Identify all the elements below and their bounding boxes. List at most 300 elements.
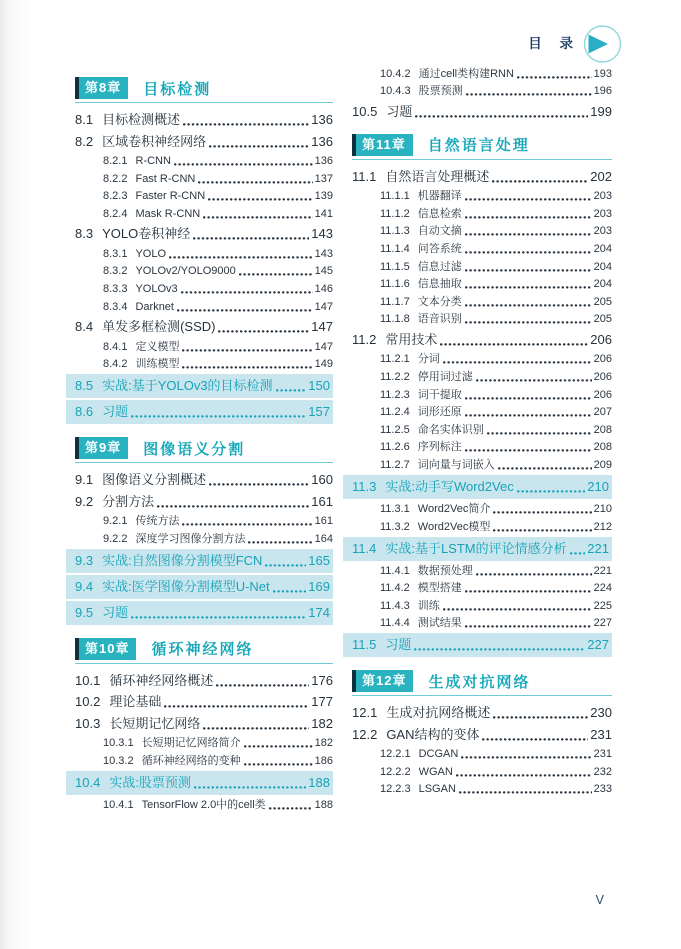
toc-entry: [66, 374, 333, 398]
toc-entry: [380, 781, 612, 797]
entry-page: 221: [593, 564, 612, 577]
entry-number: 8.3: [75, 226, 94, 242]
dot-leader: [182, 349, 312, 352]
toc-entry: [380, 83, 612, 99]
toc-entry: [75, 317, 333, 336]
toc-entry: [103, 246, 333, 262]
toc-entry: [66, 575, 333, 599]
entry-page: 161: [314, 515, 333, 528]
toc-entry: [380, 580, 612, 596]
dot-leader: [461, 756, 591, 759]
toc-entry: [103, 153, 333, 169]
entry-label: TensorFlow 2.0中的cell类: [141, 798, 266, 811]
entry-page: 199: [590, 103, 612, 119]
entry-page: 146: [314, 282, 333, 295]
entry-number: 11.4.4: [380, 617, 410, 630]
entry-number: 11.4.3: [380, 599, 410, 612]
entry-number: 12.1: [352, 705, 378, 721]
entry-label: 停用词过滤: [417, 370, 473, 383]
dot-leader: [440, 343, 588, 346]
toc-entry: [75, 692, 333, 711]
toc-entry: [380, 563, 612, 579]
dot-leader: [493, 716, 588, 719]
toc-entry: [75, 224, 333, 243]
dot-leader: [131, 415, 306, 418]
toc-entry: [103, 188, 333, 204]
entry-page: 186: [314, 754, 333, 767]
dot-leader: [476, 379, 592, 382]
entry-label: R-CNN: [135, 155, 171, 167]
toc-entry: [380, 241, 612, 257]
dot-leader: [465, 251, 592, 254]
entry-label: Fast R-CNN: [135, 172, 196, 185]
entry-page: 231: [593, 748, 612, 761]
toc-entry: [380, 598, 612, 614]
toc-entry: [380, 188, 612, 204]
toc-body: [75, 64, 612, 814]
toc-entry: [380, 501, 612, 517]
dot-leader: [239, 273, 313, 276]
entry-page: 177: [311, 694, 333, 710]
dot-leader: [414, 648, 585, 651]
dot-leader: [465, 216, 592, 219]
toc-entry: [380, 223, 612, 239]
entry-label: 模型搭建: [417, 582, 462, 595]
toc-entry: [75, 470, 333, 489]
toc-entry: [103, 263, 333, 279]
dot-leader: [174, 163, 313, 166]
toc-entry: [352, 167, 612, 186]
page-header: [528, 24, 622, 64]
entry-page: 202: [590, 168, 612, 184]
entry-label: Word2Vec模型: [417, 520, 491, 533]
entry-label: 实战:动手写Word2Vec: [385, 478, 514, 494]
toc-entry: [352, 725, 612, 744]
toc-entry: [75, 132, 333, 151]
entry-page: 188: [314, 798, 333, 811]
dot-leader: [570, 552, 586, 555]
page-edge-shade: [0, 0, 34, 949]
dot-leader: [465, 304, 592, 307]
dot-leader: [465, 269, 592, 272]
entry-page: 182: [311, 715, 333, 731]
entry-label: Darknet: [135, 300, 174, 313]
entry-number: 12.2.2: [380, 765, 411, 778]
entry-number: 8.3.1: [103, 247, 128, 260]
entry-page: 207: [593, 406, 612, 419]
toc-entry: [380, 276, 612, 292]
entry-label: 分词: [417, 353, 440, 366]
dot-leader: [182, 366, 312, 369]
toc-entry: [103, 531, 333, 547]
entry-number: 8.2: [75, 133, 94, 149]
dot-leader: [482, 738, 588, 741]
entry-label: 通过cell类构建RNN: [418, 67, 514, 80]
entry-number: 11.2.1: [380, 353, 410, 366]
entry-page: 204: [593, 278, 612, 291]
dot-leader: [493, 511, 591, 514]
toc-entry: [380, 294, 612, 310]
entry-label: 实战:基于YOLOv3的目标检测: [102, 378, 273, 394]
entry-page: 203: [593, 190, 612, 203]
toc-entry: [343, 537, 612, 561]
entry-page: 136: [311, 112, 333, 127]
entry-label: 常用技术: [385, 331, 438, 347]
entry-page: 143: [314, 247, 333, 260]
entry-number: 12.2.1: [380, 748, 411, 761]
toc-entry: [380, 66, 612, 82]
entry-page: 150: [308, 378, 330, 394]
toc-entry: [380, 311, 612, 327]
dot-leader: [157, 505, 309, 508]
entry-number: 11.2: [352, 331, 377, 347]
entry-number: 8.6: [75, 404, 94, 420]
entry-label: 图像语义分割概述: [102, 472, 207, 488]
dot-leader: [465, 233, 592, 236]
entry-page: 225: [593, 599, 612, 612]
chapter-badge: 第12章: [352, 670, 413, 692]
entry-page: 161: [311, 493, 333, 509]
entry-label: 股票预测: [418, 85, 463, 98]
entry-label: 实战:基于LSTM的评论情感分析: [385, 540, 567, 556]
entry-number: 10.4.2: [380, 67, 411, 80]
entry-label: 文本分类: [417, 295, 462, 308]
toc-entry: [380, 387, 612, 403]
entry-label: YOLOv2/YOLO9000: [135, 265, 236, 278]
dot-leader: [169, 256, 313, 259]
toc-entry: [380, 764, 612, 780]
entry-label: 深度学习图像分割方法: [135, 532, 246, 545]
entry-number: 11.4: [352, 540, 377, 556]
dot-leader: [198, 181, 312, 184]
entry-page: 210: [593, 502, 612, 515]
entry-number: 11.2.5: [380, 423, 410, 436]
dot-leader: [493, 529, 591, 532]
chapter-heading: [352, 134, 612, 160]
entry-page: 206: [593, 353, 612, 366]
entry-number: 11.5: [352, 637, 377, 653]
dot-leader: [459, 791, 592, 794]
entry-label: 分割方法: [102, 493, 155, 509]
entry-label: 信息检索: [417, 207, 462, 220]
entry-number: 11.1.5: [380, 260, 410, 273]
entry-page: 204: [593, 260, 612, 273]
dot-leader: [203, 216, 312, 219]
toc-entry: [75, 492, 333, 511]
entry-label: 单发多框检测(SSD): [102, 319, 216, 335]
entry-page: 209: [593, 458, 612, 471]
entry-label: 实战:自然图像分割模型FCN: [102, 552, 263, 568]
entry-number: 10.3.1: [103, 737, 134, 750]
toc-entry: [380, 206, 612, 222]
entry-number: 8.1: [75, 112, 94, 127]
dot-leader: [517, 76, 592, 79]
entry-label: LSGAN: [418, 783, 456, 796]
dot-leader: [465, 397, 592, 400]
dot-leader: [276, 389, 307, 392]
toc-entry: [352, 102, 612, 121]
entry-number: 10.2: [75, 694, 101, 710]
entry-label: 区域卷积神经网络: [102, 133, 207, 149]
chapter-heading: [75, 437, 333, 463]
chapter-heading: [75, 638, 333, 664]
entry-page: 136: [311, 133, 333, 149]
entry-label: 机器翻译: [417, 190, 462, 203]
entry-label: 自动文摘: [417, 225, 462, 238]
entry-page: 147: [311, 319, 333, 335]
entry-page: 141: [314, 207, 333, 220]
entry-label: 习题: [385, 637, 412, 653]
dot-leader: [209, 145, 309, 148]
entry-number: 11.4.1: [380, 564, 410, 577]
chapter-badge: 第10章: [75, 638, 136, 660]
dot-leader: [216, 684, 309, 687]
entry-page: 196: [593, 85, 612, 98]
entry-number: 11.4.2: [380, 582, 410, 595]
entry-number: 8.2.1: [103, 155, 128, 167]
entry-page: 230: [590, 705, 612, 721]
toc-entry: [103, 206, 333, 222]
chapter-heading: [75, 77, 333, 103]
entry-page: 143: [311, 226, 333, 242]
entry-page: 208: [593, 441, 612, 454]
chapter-badge: 第8章: [75, 77, 128, 99]
entry-page: 188: [308, 774, 330, 790]
entry-label: Faster R-CNN: [135, 190, 206, 203]
entry-number: 11.2.6: [380, 441, 410, 454]
entry-page: 160: [311, 472, 333, 488]
entry-number: 11.1.4: [380, 242, 410, 255]
entry-page: 147: [314, 300, 333, 313]
dot-leader: [498, 467, 592, 470]
entry-page: 137: [314, 172, 333, 185]
entry-label: 语音识别: [417, 313, 462, 326]
entry-number: 10.4.3: [380, 85, 411, 98]
entry-number: 10.4.1: [103, 798, 134, 811]
entry-label: 训练模型: [135, 358, 180, 371]
entry-page: 203: [593, 225, 612, 238]
entry-number: 11.3.1: [380, 502, 410, 515]
entry-label: WGAN: [418, 765, 453, 778]
entry-label: 实战:医学图像分割模型U-Net: [102, 578, 270, 594]
dot-leader: [181, 291, 313, 294]
entry-number: 10.3: [75, 715, 101, 731]
entry-label: 习题: [102, 404, 129, 420]
dot-leader: [466, 93, 592, 96]
entry-number: 8.3.2: [103, 265, 128, 278]
toc-entry: [103, 513, 333, 529]
entry-page: 164: [314, 532, 333, 545]
toc-entry: [103, 171, 333, 187]
toc-entry: [380, 369, 612, 385]
entry-number: 11.2.3: [380, 388, 410, 401]
toc-entry: [75, 714, 333, 733]
dot-leader: [177, 309, 313, 312]
entry-label: 习题: [386, 103, 413, 119]
entry-label: 自然语言处理概述: [385, 168, 490, 184]
entry-page: 232: [593, 765, 612, 778]
dot-leader: [209, 483, 309, 486]
entry-label: 循环神经网络概述: [109, 672, 214, 688]
toc-entry: [380, 351, 612, 367]
entry-label: 目标检测概述: [102, 112, 181, 127]
dot-leader: [248, 541, 312, 544]
entry-number: 10.1: [75, 672, 101, 688]
toc-entry: [380, 746, 612, 762]
toc-entry: [103, 753, 333, 769]
toc-entry: [103, 281, 333, 297]
chapter-title: 自然语言处理: [427, 137, 530, 155]
entry-page: 147: [314, 340, 333, 353]
dot-leader: [476, 573, 592, 576]
toc-entry: [380, 439, 612, 455]
dot-leader: [465, 590, 592, 593]
dot-leader: [164, 705, 309, 708]
entry-page: 149: [314, 358, 333, 371]
toc-entry: [343, 475, 612, 499]
toc-entry: [75, 110, 333, 129]
entry-page: 176: [311, 672, 333, 688]
entry-label: 传统方法: [135, 515, 180, 528]
dot-leader: [182, 523, 312, 526]
entry-page: 206: [590, 331, 612, 347]
entry-number: 9.5: [75, 604, 94, 620]
toc-entry: [380, 404, 612, 420]
toc-entry: [103, 299, 333, 315]
toc-entry: [380, 457, 612, 473]
dot-leader: [517, 490, 586, 493]
entry-label: 长短期记忆网络简介: [141, 737, 241, 750]
toc-entry: [66, 400, 333, 424]
dot-leader: [465, 198, 592, 201]
entry-label: 测试结果: [417, 617, 462, 630]
entry-number: 11.2.2: [380, 370, 410, 383]
dot-leader: [203, 727, 309, 730]
entry-page: 203: [593, 207, 612, 220]
entry-number: 11.2.7: [380, 458, 410, 471]
entry-number: 8.4.1: [103, 340, 128, 353]
entry-label: 理论基础: [109, 694, 162, 710]
folio-page-number: V: [595, 893, 605, 907]
entry-page: 205: [593, 295, 612, 308]
entry-label: YOLO卷积神经: [102, 226, 191, 242]
chapter-title: 循环神经网络: [151, 641, 254, 659]
dot-leader: [456, 774, 592, 777]
entry-label: 问答系统: [417, 242, 462, 255]
dot-leader: [218, 330, 309, 333]
dot-leader: [265, 564, 306, 567]
toc-header-title: 目 录: [528, 36, 580, 51]
dot-leader: [465, 286, 592, 289]
chapter-badge: 第11章: [352, 134, 413, 156]
entry-label: 习题: [102, 604, 129, 620]
dot-leader: [194, 786, 306, 789]
toc-entry: [103, 735, 333, 751]
entry-label: DCGAN: [418, 748, 459, 761]
entry-number: 8.3.3: [103, 282, 128, 295]
entry-label: 信息过滤: [417, 260, 462, 273]
dot-leader: [465, 414, 592, 417]
entry-page: 157: [308, 404, 330, 420]
entry-page: 221: [587, 540, 609, 556]
dot-leader: [131, 616, 306, 619]
entry-number: 9.2.1: [103, 515, 128, 528]
entry-label: Word2Vec简介: [417, 502, 491, 515]
entry-page: 182: [314, 737, 333, 750]
entry-label: 序列标注: [417, 441, 462, 454]
dot-leader: [244, 763, 313, 766]
toc-entry: [352, 703, 612, 722]
entry-label: YOLO: [135, 247, 167, 260]
entry-number: 11.1.1: [380, 190, 410, 203]
dot-leader: [269, 807, 313, 810]
entry-number: 8.2.2: [103, 172, 128, 185]
entry-number: 8.2.3: [103, 190, 128, 203]
entry-number: 12.2: [352, 726, 378, 742]
entry-label: GAN结构的变体: [386, 726, 480, 742]
dot-leader: [492, 180, 588, 183]
entry-number: 8.5: [75, 378, 94, 394]
entry-page: 145: [314, 265, 333, 278]
entry-number: 9.3: [75, 552, 94, 568]
entry-page: 174: [308, 604, 330, 620]
dot-leader: [465, 449, 592, 452]
entry-label: 信息抽取: [417, 278, 462, 291]
entry-number: 11.1.6: [380, 278, 410, 291]
entry-page: 139: [314, 190, 333, 203]
dot-leader: [273, 590, 307, 593]
entry-page: 227: [587, 637, 609, 653]
entry-number: 11.1.8: [380, 313, 410, 326]
entry-number: 11.1.3: [380, 225, 410, 238]
entry-page: 227: [593, 617, 612, 630]
entry-label: 命名实体识别: [417, 423, 484, 436]
dot-leader: [208, 198, 313, 201]
entry-number: 8.2.4: [103, 207, 128, 220]
toc-entry: [66, 549, 333, 573]
entry-number: 9.4: [75, 578, 94, 594]
entry-page: 165: [308, 552, 330, 568]
toc-entry: [343, 633, 612, 657]
entry-number: 11.1: [352, 168, 377, 184]
toc-entry: [66, 771, 333, 795]
entry-number: 9.1: [75, 472, 94, 488]
entry-label: 生成对抗网络概述: [386, 705, 491, 721]
entry-label: 词向量与词嵌入: [417, 458, 495, 471]
entry-page: 169: [308, 578, 330, 594]
entry-number: 11.3: [352, 478, 377, 494]
entry-label: 实战:股票预测: [109, 774, 191, 790]
entry-page: 233: [593, 783, 612, 796]
play-circle-icon: [582, 24, 622, 64]
toc-column-left: [75, 64, 333, 814]
dot-leader: [465, 625, 592, 628]
chapter-title: 生成对抗网络: [428, 673, 531, 691]
entry-label: 长短期记忆网络: [109, 715, 201, 731]
entry-number: 8.4.2: [103, 358, 128, 371]
entry-number: 11.3.2: [380, 520, 410, 533]
entry-number: 12.2.3: [380, 783, 411, 796]
toc-entry: [380, 615, 612, 631]
entry-label: Mask R-CNN: [135, 207, 201, 220]
toc-entry: [352, 330, 612, 349]
toc-entry: [103, 356, 333, 372]
entry-label: 词形还原: [417, 406, 462, 419]
toc-column-right: [352, 64, 612, 814]
dot-leader: [183, 123, 309, 126]
entry-page: 210: [587, 478, 609, 494]
dot-leader: [487, 432, 592, 435]
